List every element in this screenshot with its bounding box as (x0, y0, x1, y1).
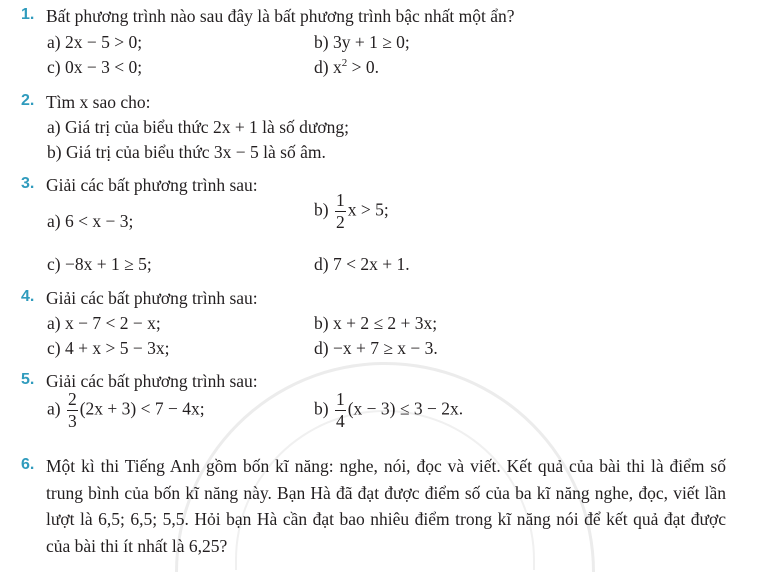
option-b: b) $\frac{1}{4}$ (x − 3) ≤ 3 − 2x. (314, 389, 464, 431)
exercise-number: 2. (21, 92, 35, 109)
exercise-number: 4. (21, 288, 35, 305)
exercise-question: Giải các bất phương trình sau: (46, 371, 258, 391)
option-b: b) 3y + 1 ≥ 0; (314, 32, 410, 52)
exercise-number: 3. (21, 175, 35, 192)
exercise-number: 5. (21, 371, 35, 388)
item-b: b) Giá trị của biểu thức 3x − 5 là số âm. (47, 142, 326, 162)
exercise-question: Tìm x sao cho: (46, 92, 151, 112)
exercise-number: 6. (21, 456, 35, 473)
option-a: a) $\frac{2}{3}$ (2x + 3) < 7 − 4x; (47, 389, 205, 431)
exercise-number: 1. (21, 6, 35, 23)
option-c: c) 0x − 3 < 0; (47, 57, 143, 77)
exercise-question: Giải các bất phương trình sau: (46, 288, 258, 308)
exercise-text: Một kì thi Tiếng Anh gồm bốn kĩ năng: nghe, nói, đọc và viết. Kết quả của bài thi là điểm số trung bình của bốn kĩ năng này. Bạn Hà đã đạt được điểm số của ba kĩ năng nghe, đọc, viết lần lượt là 6,5; 6,5; 5,5. Hỏi bạn Hà cần đạt bao nhiêu điểm trong kĩ năng nói để kết quả đạt được của bài thi ít nhất là 6,25? (46, 456, 726, 556)
exercise-question: Bất phương trình nào sau đây là bất phương trình bậc nhất một ẩn? (46, 6, 515, 26)
option-c: c) −8x + 1 ≥ 5; (47, 254, 152, 274)
item-a: a) Giá trị của biểu thức 2x + 1 là số dương; (47, 117, 349, 137)
exercise-question: Giải các bất phương trình sau: (46, 175, 258, 195)
option-d: d) 7 < 2x + 1. (314, 254, 410, 274)
option-b: b) x + 2 ≤ 2 + 3x; (314, 313, 438, 333)
option-a: a) x − 7 < 2 − x; (47, 313, 161, 333)
option-d: d) −x + 7 ≥ x − 3. (314, 338, 438, 358)
option-d: d) $x^2 > 0$. (314, 57, 379, 77)
option-b: b) $\frac{1}{2}$ x > 5; (314, 190, 389, 232)
option-a: a) 2x − 5 > 0; (47, 32, 143, 52)
option-c: c) 4 + x > 5 − 3x; (47, 338, 170, 358)
option-a: a) 6 < x − 3; (47, 211, 134, 231)
